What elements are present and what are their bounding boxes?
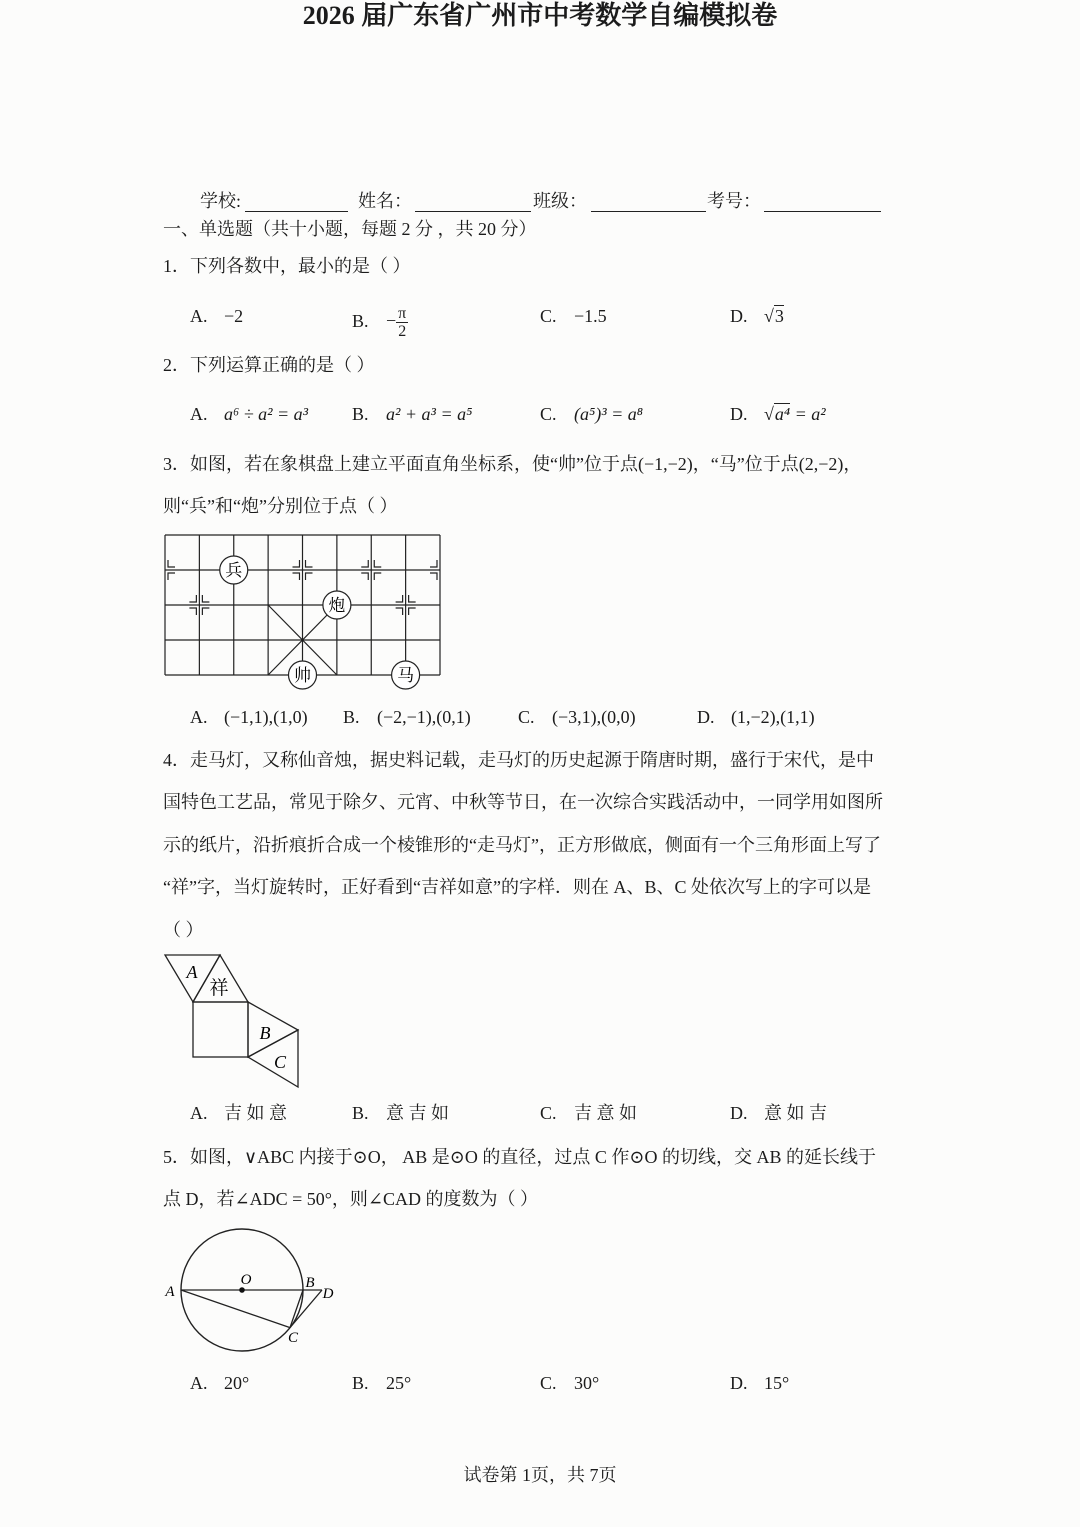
q4-stem-line: 示的纸片，沿折痕折合成一个棱锥形的“走马灯”，正方形做底，侧面有一个三角形面上写了 xyxy=(163,835,881,855)
radical-sign: √ xyxy=(764,306,774,326)
line-ac xyxy=(181,1290,290,1328)
q2-option-a xyxy=(190,403,308,425)
option-text: (−2,−1),(0,1) xyxy=(377,707,471,727)
option-text: 25° xyxy=(386,1373,412,1393)
option-text: a² + a³ = a⁵ xyxy=(386,404,473,424)
option-label: A. xyxy=(190,1103,208,1123)
option-text: 吉 意 如 xyxy=(574,1103,637,1123)
line-bc xyxy=(290,1290,303,1328)
label-c: C xyxy=(287,1330,299,1346)
option-text: (1,−2),(1,1) xyxy=(731,707,815,727)
q1-option-b xyxy=(352,305,408,340)
option-label: D. xyxy=(730,404,748,424)
option-label: A. xyxy=(190,707,208,727)
soldier-piece xyxy=(220,556,248,584)
label-d: D xyxy=(322,1286,334,1302)
q3-option-a xyxy=(190,706,308,728)
option-label: B. xyxy=(352,404,369,424)
option-label: D. xyxy=(730,1373,748,1393)
position-mark xyxy=(430,560,437,567)
page-footer: 试卷第 1页，共 7页 xyxy=(463,1465,617,1485)
school-blank xyxy=(245,211,348,212)
q5-option-b xyxy=(352,1372,411,1394)
horse-label: 马 xyxy=(397,666,415,685)
position-mark xyxy=(306,573,313,580)
q4-option-c xyxy=(540,1102,637,1124)
position-mark xyxy=(293,560,300,567)
option-text: 30° xyxy=(574,1373,600,1393)
q5-option-d xyxy=(730,1372,789,1394)
radical-sign: √ xyxy=(764,404,774,424)
q2-stem: 2．下列运算正确的是（ ） xyxy=(163,355,375,375)
lantern-net-figure xyxy=(160,950,305,1092)
option-text: 意 吉 如 xyxy=(386,1103,449,1123)
name-label: 姓名： xyxy=(358,191,412,211)
horse-piece xyxy=(392,661,420,689)
q4-stem-line: 4．走马灯，又称仙音烛，据史料记载，走马灯的历史起源于隋唐时期，盛行于宋代，是中 xyxy=(163,750,874,770)
label-o: O xyxy=(240,1272,252,1288)
position-mark xyxy=(189,595,196,602)
cannon-label: 炮 xyxy=(328,596,346,615)
general-piece xyxy=(289,661,317,689)
q3-option-c xyxy=(518,706,636,728)
position-mark xyxy=(374,573,381,580)
triangle-b xyxy=(248,1002,298,1057)
position-mark xyxy=(202,608,209,615)
class-label: 班级： xyxy=(533,191,587,211)
soldier-label: 兵 xyxy=(225,561,243,580)
radicand: a⁴ xyxy=(774,404,791,424)
option-label: A. xyxy=(190,306,208,326)
option-text: (a⁵)³ = a⁸ xyxy=(574,404,644,424)
option-label: C. xyxy=(540,404,557,424)
name-blank xyxy=(415,211,531,212)
radicand: 3 xyxy=(774,306,784,326)
q1-option-d xyxy=(730,305,784,327)
q5-stem-line: 点 D，若∠ADC = 50°，则∠CAD 的度数为（ ） xyxy=(163,1189,539,1209)
position-mark xyxy=(202,595,209,602)
fraction-sign: − xyxy=(386,310,397,331)
square-base xyxy=(193,1002,248,1057)
label-a: A xyxy=(186,962,198,982)
q1-option-a xyxy=(190,305,243,327)
label-b: B xyxy=(259,1023,271,1043)
option-text: a⁶ ÷ a² = a³ xyxy=(224,404,309,424)
q4-stem-line: 国特色工艺品，常见于除夕、元宵、中秋等节日，在一次综合实践活动中，一同学用如图所 xyxy=(163,792,883,812)
option-text: 20° xyxy=(224,1373,250,1393)
q4-option-b xyxy=(352,1102,449,1124)
position-mark xyxy=(189,608,196,615)
position-mark xyxy=(409,608,416,615)
option-label: D. xyxy=(730,306,748,326)
option-label: C. xyxy=(518,707,535,727)
position-mark xyxy=(430,573,437,580)
position-mark xyxy=(168,560,175,567)
q1-stem: 1．下列各数中，最小的是（ ） xyxy=(163,256,411,276)
exam-no-blank xyxy=(764,211,881,212)
q1-option-c xyxy=(540,305,607,327)
cannon-piece xyxy=(323,591,351,619)
option-text: −2 xyxy=(224,306,244,326)
label-b: B xyxy=(305,1275,315,1291)
option-label: B. xyxy=(343,707,360,727)
q4-stem-line: “祥”字，当灯旋转时，正好看到“吉祥如意”的字样．则在 A、B、C 处依次写上的字可以是 xyxy=(163,877,871,897)
q5-stem-line: 5．如图，∨ABC 内接于⊙O， AB 是⊙O 的直径，过点 C 作⊙O 的切线，交 AB 的延长线于 xyxy=(163,1147,876,1167)
q3-option-b xyxy=(343,706,471,728)
q4-option-a xyxy=(190,1102,287,1124)
fraction xyxy=(396,305,408,340)
exam-no-label: 考号： xyxy=(707,191,761,211)
q3-stem-line: 3．如图，若在象棋盘上建立平面直角坐标系，使“帅”位于点(−1,−2)，“马”位于点(2,−2)， xyxy=(163,454,862,474)
fraction-denominator: 2 xyxy=(398,323,407,340)
class-blank xyxy=(591,211,706,212)
option-label: D. xyxy=(697,707,715,727)
q2-option-b xyxy=(352,403,472,425)
option-text: 15° xyxy=(764,1373,790,1393)
option-label: B. xyxy=(352,1103,369,1123)
line-cd xyxy=(290,1290,322,1328)
board-grid xyxy=(165,535,440,675)
position-mark xyxy=(293,573,300,580)
option-label: B. xyxy=(352,1373,369,1393)
option-label: A. xyxy=(190,1373,208,1393)
option-text: 意 如 吉 xyxy=(764,1103,827,1123)
option-label: D. xyxy=(730,1103,748,1123)
section-heading: 一、单选题（共十小题，每题 2 分 ，共 20 分） xyxy=(163,219,537,239)
center-point xyxy=(239,1287,245,1293)
option-text: −1.5 xyxy=(574,306,607,326)
page-title: 2026 届广东省广州市中考数学自编模拟卷 xyxy=(302,1,778,30)
option-label: C. xyxy=(540,1103,557,1123)
label-a: A xyxy=(165,1284,175,1300)
position-mark xyxy=(374,560,381,567)
q4-option-d xyxy=(730,1102,827,1124)
q3-option-d xyxy=(697,706,815,728)
general-label: 帅 xyxy=(294,666,311,685)
position-mark xyxy=(361,573,368,580)
position-mark xyxy=(306,560,313,567)
q5-option-c xyxy=(540,1372,599,1394)
chessboard-figure xyxy=(160,528,450,693)
option-label: C. xyxy=(540,1373,557,1393)
q2-option-c xyxy=(540,403,643,425)
position-mark xyxy=(168,573,175,580)
option-label: B. xyxy=(352,310,369,331)
position-mark xyxy=(396,608,403,615)
option-text: 吉 如 意 xyxy=(224,1103,287,1123)
position-mark xyxy=(409,595,416,602)
label-c: C xyxy=(273,1052,287,1072)
school-label: 学校: xyxy=(200,191,242,211)
q4-stem-line: （ ） xyxy=(163,920,204,940)
label-xiang: 祥 xyxy=(209,978,229,999)
q2-option-d xyxy=(730,403,826,425)
circle-figure xyxy=(160,1220,340,1360)
option-label: C. xyxy=(540,306,557,326)
option-text: (−3,1),(0,0) xyxy=(552,707,636,727)
position-mark xyxy=(361,560,368,567)
position-mark xyxy=(396,595,403,602)
option-text-rest: = a² xyxy=(790,404,826,424)
q5-option-a xyxy=(190,1372,249,1394)
option-label: A. xyxy=(190,404,208,424)
option-text: (−1,1),(1,0) xyxy=(224,707,308,727)
fraction-numerator: π xyxy=(398,305,407,322)
q3-stem-line: 则“兵”和“炮”分别位于点（ ） xyxy=(163,496,398,516)
